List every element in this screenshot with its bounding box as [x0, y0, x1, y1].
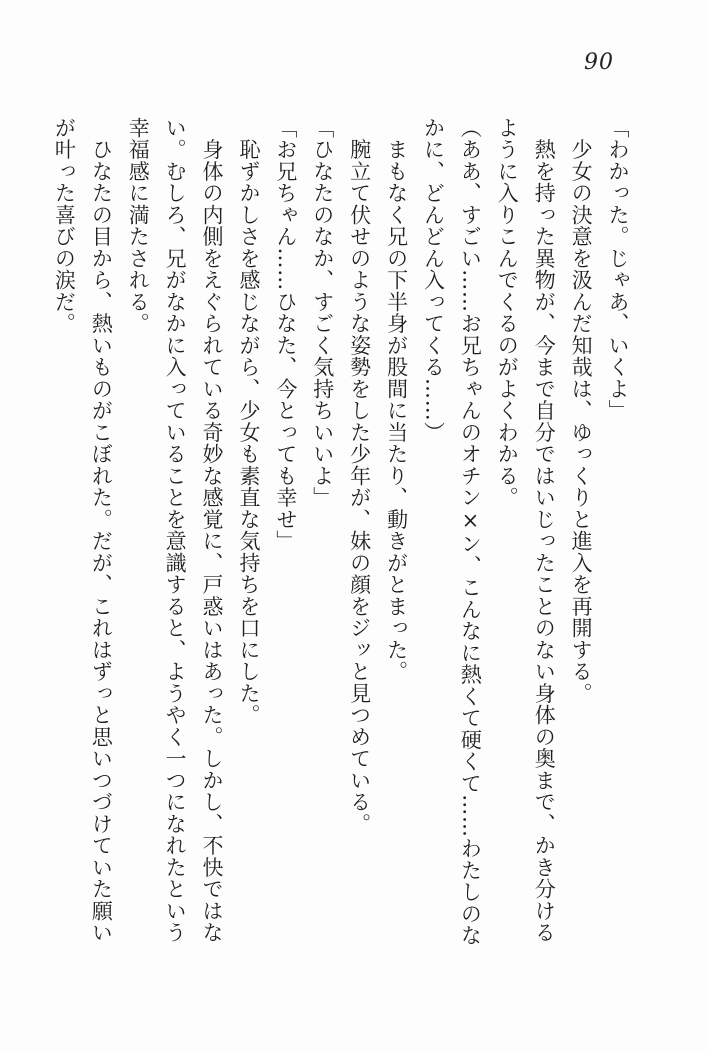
text-line: まもなく兄の下半身が股間に当たり、動きがとまった。	[384, 117, 409, 683]
text-line: （ああ、すごい……お兄ちゃんのオチン×ン、こんなに熱くて硬くて……わたしのな	[458, 117, 483, 947]
text-line: 腕立て伏せのような姿勢をした少年が、妹の顔をジッと見つめている。	[347, 117, 372, 835]
text-line: 「ひなたのなか、すごく気持ちいいよ」	[310, 117, 335, 509]
text-line: 身体の内側をえぐられている奇妙な感覚に、戸惑いはあった。しかし、不快ではな	[200, 117, 225, 944]
text-line: い。むしろ、兄がなかに入っていることを意識すると、ようやく一つになれたという	[163, 117, 188, 944]
text-block	[45, 117, 636, 951]
text-line: 少女の決意を汲んだ知哉は、ゆっくりと進入を再開する。	[569, 117, 594, 705]
text-line: 恥ずかしさを感じながら、少女も素直な気持ちを口にした。	[236, 117, 261, 726]
text-line: かに、どんどん入ってくる……）	[421, 117, 446, 444]
text-line: ひなたの目から、熱いものがこぼれた。だが、これはずっと思いつづけていた願い	[89, 117, 114, 944]
text-line: 「お兄ちゃん……ひなた、今とっても幸せ」	[273, 117, 298, 552]
text-line: ように入りこんでくるのがよくわかる。	[495, 117, 520, 509]
text-line: 幸福感に満たされる。	[126, 117, 151, 335]
text-line: が叶った喜びの涙だ。	[52, 117, 77, 335]
page-number: 90	[584, 50, 614, 75]
text-line: 「わかった。じゃあ、いくよ」	[606, 117, 630, 422]
text-line: 熱を持った異物が、今まで自分ではいじったことのない身体の奥まで、かき分ける	[532, 117, 557, 944]
